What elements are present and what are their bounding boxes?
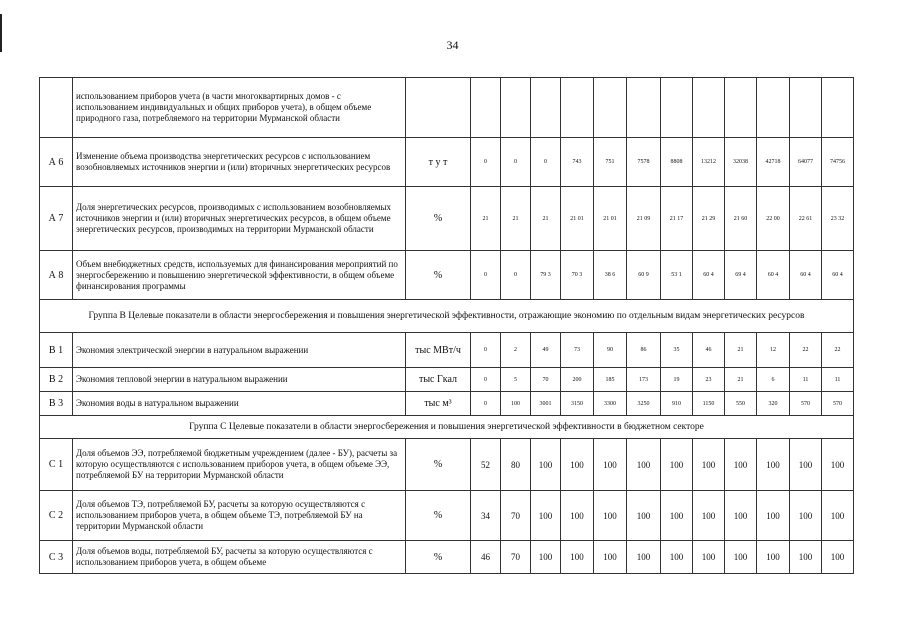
indicator-code: В 1: [40, 333, 73, 368]
indicator-value: 23 32: [822, 187, 854, 251]
indicator-value: 70: [531, 368, 561, 392]
indicator-value: 73: [561, 333, 594, 368]
indicator-value: [757, 78, 790, 138]
indicator-value: 11: [822, 368, 854, 392]
indicator-value: 100: [561, 491, 594, 541]
indicator-description: Экономия тепловой энергии в натуральном выражении: [73, 368, 406, 392]
indicator-value: 100: [531, 439, 561, 491]
indicator-value: [661, 78, 693, 138]
indicator-value: 0: [471, 333, 501, 368]
indicator-value: 910: [661, 392, 693, 416]
indicator-value: [594, 78, 627, 138]
indicator-description: Объем внебюджетных средств, используемых для финансирования мероприятий по энергосбережению и повышению энергетической эффективности, в общем объеме финансирования программы: [73, 251, 406, 300]
indicator-value: 100: [594, 541, 627, 574]
indicator-value: 6: [757, 368, 790, 392]
indicator-unit: [406, 78, 471, 138]
indicator-value: 2: [501, 333, 531, 368]
table-row: [40, 368, 854, 392]
indicator-value: 100: [693, 439, 725, 491]
indicator-value: 100: [693, 541, 725, 574]
indicator-value: 100: [790, 439, 822, 491]
table-row: [40, 251, 854, 300]
indicator-value: 70: [501, 541, 531, 574]
indicator-value: 100: [627, 541, 661, 574]
indicator-value: 13212: [693, 138, 725, 187]
indicator-description: Доля энергетических ресурсов, производимых с использованием возобновляемых источников энергии и (или) вторичных энергетических ресурсов, в общем объеме энергетических ресурсов, производимых на территории Мурманской области: [73, 187, 406, 251]
indicator-value: [627, 78, 661, 138]
indicator-value: 100: [661, 439, 693, 491]
indicator-description: Экономия электрической энергии в натуральном выражении: [73, 333, 406, 368]
group-title: Группа С Целевые показатели в области энергосбережения и повышения энергетической эффективности в бюджетном секторе: [40, 416, 854, 439]
indicator-value: 570: [790, 392, 822, 416]
indicator-value: 100: [627, 439, 661, 491]
indicator-code: [40, 78, 73, 138]
indicator-value: 80: [501, 439, 531, 491]
indicator-value: [501, 78, 531, 138]
indicator-value: [561, 78, 594, 138]
indicator-code: А 7: [40, 187, 73, 251]
indicator-value: 35: [661, 333, 693, 368]
indicator-value: 11: [790, 368, 822, 392]
indicator-value: 12: [757, 333, 790, 368]
indicator-value: 8808: [661, 138, 693, 187]
indicator-value: 100: [531, 541, 561, 574]
indicator-description: Доля объемов ТЭ, потребляемой БУ, расчеты за которую осуществляются с использованием приборов учета, в общем объеме ТЭ, потребляемой БУ на территории Мурманской области: [73, 491, 406, 541]
indicator-value: 3150: [561, 392, 594, 416]
indicator-value: 0: [501, 138, 531, 187]
indicator-value: 0: [501, 251, 531, 300]
indicator-description: Изменение объема производства энергетических ресурсов с использованием возобновляемых источников энергии и (или) вторичных энергетических ресурсов: [73, 138, 406, 187]
indicator-value: 100: [822, 541, 854, 574]
indicator-value: 69 4: [725, 251, 757, 300]
indicator-value: 60 4: [822, 251, 854, 300]
table-row: [40, 78, 854, 138]
indicator-value: [471, 78, 501, 138]
indicator-value: [790, 78, 822, 138]
indicator-value: 200: [561, 368, 594, 392]
indicator-value: 21 29: [693, 187, 725, 251]
indicator-value: 100: [661, 541, 693, 574]
indicator-value: 3300: [594, 392, 627, 416]
indicator-value: 64077: [790, 138, 822, 187]
indicator-value: 46: [471, 541, 501, 574]
indicator-value: 21: [725, 333, 757, 368]
indicator-value: 173: [627, 368, 661, 392]
indicator-value: 21 60: [725, 187, 757, 251]
indicator-value: 100: [790, 541, 822, 574]
indicator-value: 21: [531, 187, 561, 251]
indicator-value: 743: [561, 138, 594, 187]
indicator-value: 100: [790, 491, 822, 541]
indicator-value: 53 1: [661, 251, 693, 300]
indicator-value: 49: [531, 333, 561, 368]
indicator-unit: %: [406, 491, 471, 541]
indicator-unit: %: [406, 541, 471, 574]
indicator-value: 86: [627, 333, 661, 368]
indicator-value: 100: [693, 491, 725, 541]
indicator-value: 0: [531, 138, 561, 187]
indicator-value: 32038: [725, 138, 757, 187]
indicator-value: 100: [725, 491, 757, 541]
indicator-code: А 8: [40, 251, 73, 300]
indicator-value: 70: [501, 491, 531, 541]
table-row: [40, 392, 854, 416]
indicator-value: 100: [594, 439, 627, 491]
indicator-value: 100: [725, 439, 757, 491]
indicator-unit: тыс Гкал: [406, 368, 471, 392]
table-row: [40, 333, 854, 368]
indicator-value: 21: [501, 187, 531, 251]
indicator-code: С 1: [40, 439, 73, 491]
indicator-value: 60 9: [627, 251, 661, 300]
indicator-value: 22: [790, 333, 822, 368]
indicator-value: 70 3: [561, 251, 594, 300]
indicator-value: 3001: [531, 392, 561, 416]
table-row: [40, 541, 854, 574]
indicator-value: 0: [471, 368, 501, 392]
indicator-value: 21 01: [594, 187, 627, 251]
table-row: [40, 187, 854, 251]
indicator-value: 100: [561, 439, 594, 491]
indicator-value: 1150: [693, 392, 725, 416]
indicator-value: 0: [471, 251, 501, 300]
indicator-value: 21: [471, 187, 501, 251]
indicator-value: [693, 78, 725, 138]
indicator-value: 21: [725, 368, 757, 392]
indicator-code: А 6: [40, 138, 73, 187]
table-row: [40, 138, 854, 187]
indicator-code: С 2: [40, 491, 73, 541]
indicator-value: 550: [725, 392, 757, 416]
indicator-value: [725, 78, 757, 138]
indicator-value: 22 61: [790, 187, 822, 251]
group-header-row: [40, 300, 854, 333]
group-title: Группа В Целевые показатели в области энергосбережения и повышения энергетической эффективности, отражающие экономию по отдельным видам энергетических ресурсов: [40, 300, 854, 333]
indicator-value: 21 01: [561, 187, 594, 251]
indicator-value: 100: [822, 491, 854, 541]
indicator-value: 100: [594, 491, 627, 541]
indicator-value: 79 3: [531, 251, 561, 300]
indicator-value: 22 00: [757, 187, 790, 251]
indicator-value: 185: [594, 368, 627, 392]
indicator-value: 100: [757, 541, 790, 574]
indicator-value: 100: [661, 491, 693, 541]
indicator-unit: т у т: [406, 138, 471, 187]
indicator-description: Доля объемов воды, потребляемой БУ, расчеты за которую осуществляются с использованием приборов учета, в общем объеме: [73, 541, 406, 574]
indicator-value: 3250: [627, 392, 661, 416]
indicator-value: 38 6: [594, 251, 627, 300]
indicator-value: 0: [471, 138, 501, 187]
indicator-value: 570: [822, 392, 854, 416]
indicator-value: 19: [661, 368, 693, 392]
page-number: 34: [446, 38, 459, 52]
indicator-value: 320: [757, 392, 790, 416]
indicator-unit: тыс МВт/ч: [406, 333, 471, 368]
indicator-value: 21 17: [661, 187, 693, 251]
indicator-value: 23: [693, 368, 725, 392]
indicator-value: 100: [561, 541, 594, 574]
indicator-value: 100: [725, 541, 757, 574]
indicator-value: 100: [501, 392, 531, 416]
indicator-value: 90: [594, 333, 627, 368]
indicator-description: Экономия воды в натуральном выражении: [73, 392, 406, 416]
indicator-code: В 3: [40, 392, 73, 416]
indicator-value: 7578: [627, 138, 661, 187]
indicator-value: [531, 78, 561, 138]
indicator-value: 52: [471, 439, 501, 491]
group-header-row: [40, 416, 854, 439]
indicator-code: В 2: [40, 368, 73, 392]
indicator-unit: %: [406, 439, 471, 491]
indicator-value: 60 4: [693, 251, 725, 300]
indicator-value: [822, 78, 854, 138]
indicator-value: 46: [693, 333, 725, 368]
indicators-table: [39, 77, 854, 574]
table-row: [40, 439, 854, 491]
table-row: [40, 491, 854, 541]
indicator-value: 100: [757, 439, 790, 491]
indicator-value: 100: [757, 491, 790, 541]
indicator-value: 42718: [757, 138, 790, 187]
indicator-unit: %: [406, 187, 471, 251]
indicator-unit: %: [406, 251, 471, 300]
indicator-unit: тыс м³: [406, 392, 471, 416]
indicator-value: 74756: [822, 138, 854, 187]
indicator-description: Доля объемов ЭЭ, потребляемой бюджетным учреждением (далее - БУ), расчеты за которую осуществляются с использованием приборов учета, в общем объеме ЭЭ, потребляемой БУ на территории Мурманской области: [73, 439, 406, 491]
indicator-value: 60 4: [790, 251, 822, 300]
indicator-value: 751: [594, 138, 627, 187]
indicator-value: 22: [822, 333, 854, 368]
indicator-code: С 3: [40, 541, 73, 574]
indicator-value: 100: [627, 491, 661, 541]
indicator-value: 21 09: [627, 187, 661, 251]
indicator-value: 100: [531, 491, 561, 541]
indicator-description: использованием приборов учета (в части многоквартирных домов - с использованием индивидуальных и общих приборов учета), в общем объеме природного газа, потребляемого на территории Мурманской области: [73, 78, 406, 138]
indicator-value: 60 4: [757, 251, 790, 300]
indicator-value: 100: [822, 439, 854, 491]
indicator-value: 34: [471, 491, 501, 541]
indicator-value: 0: [471, 392, 501, 416]
indicator-value: 5: [501, 368, 531, 392]
